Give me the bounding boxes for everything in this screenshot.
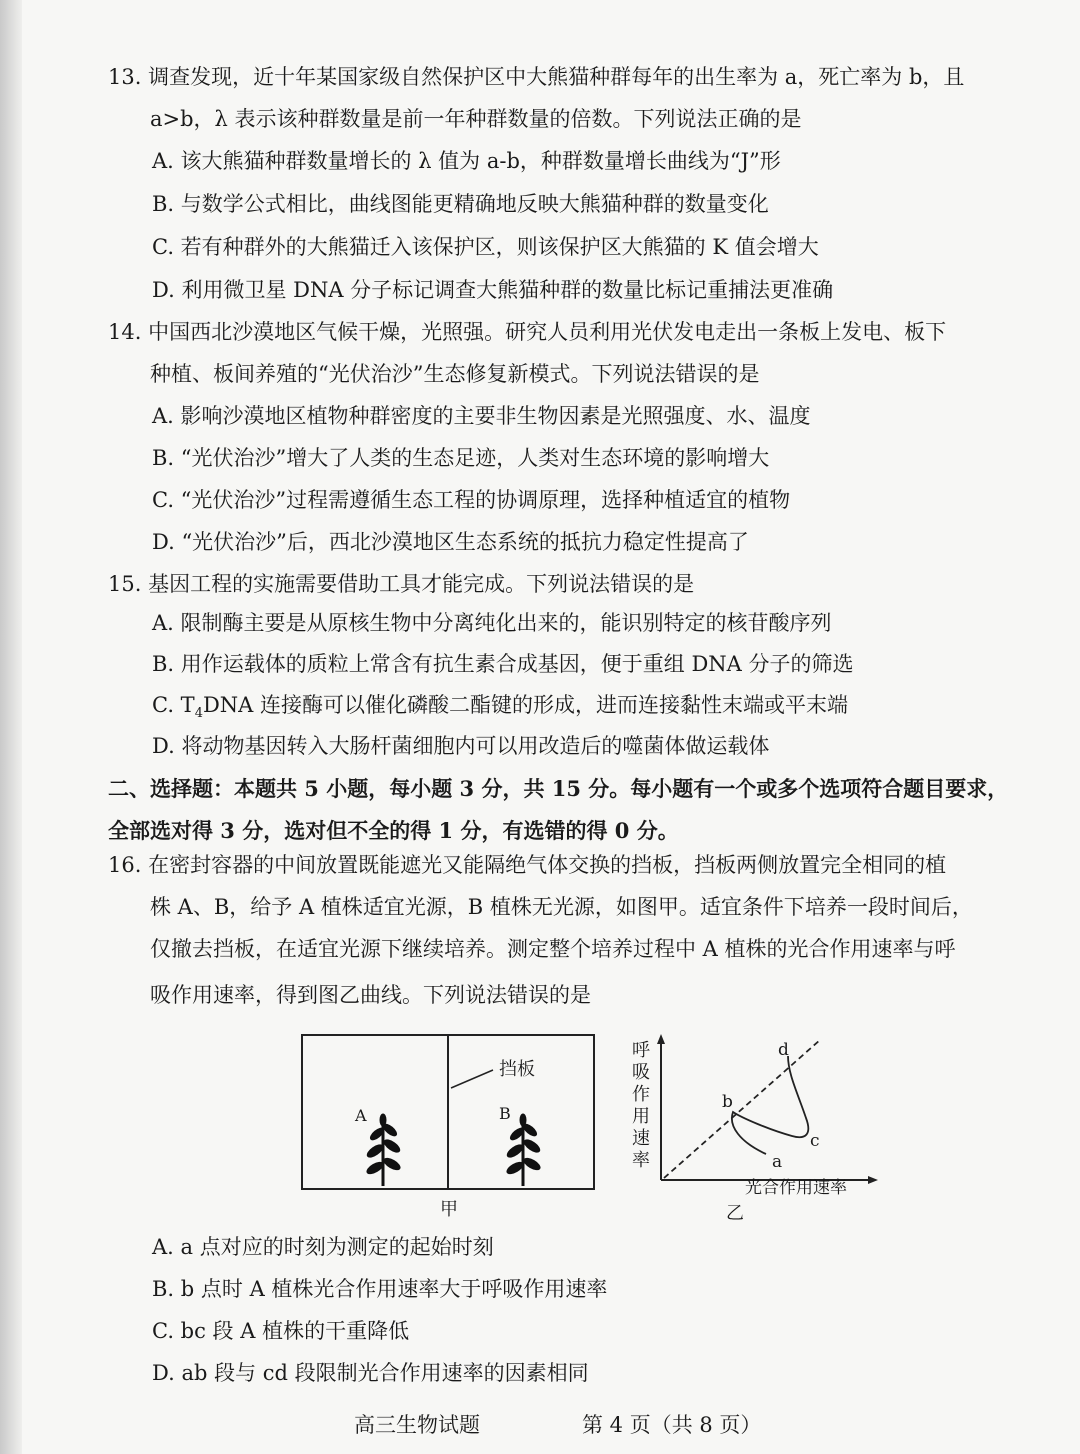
y-axis-arrow	[657, 1034, 665, 1044]
section2-heading-line2: 全部选对得 3 分，选对但不全的得 1 分，有选错的得 0 分。	[108, 818, 679, 843]
q13-stem-line2: a>b，λ 表示该种群数量是前一年种群数量的倍数。下列说法正确的是	[150, 107, 802, 131]
q15-option-c-subscript: 4	[194, 706, 203, 722]
point-c-label: c	[810, 1131, 820, 1151]
q16-option-a: A. a 点对应的时刻为测定的起始时刻	[152, 1235, 494, 1259]
q16-option-b: B. b 点时 A 植株光合作用速率大于呼吸作用速率	[152, 1277, 608, 1301]
baffle-label: 挡板	[499, 1059, 535, 1080]
footer-page-number: 第 4 页（共 8 页）	[582, 1413, 762, 1437]
figure-yi-caption: 乙	[726, 1203, 744, 1224]
ylabel-char: 呼	[632, 1040, 650, 1061]
page-edge-shadow	[0, 0, 22, 1454]
plant-a-icon	[365, 1114, 402, 1186]
figure-yi-xlabel: 光合作用速率	[745, 1178, 847, 1198]
q13-option-c: C. 若有种群外的大熊猫迁入该保护区，则该保护区大熊猫的 K 值会增大	[152, 235, 819, 259]
figure-yi-ylabel	[632, 1040, 654, 1172]
q15-option-c	[152, 690, 848, 729]
plant-b-label: B	[499, 1104, 511, 1123]
q13-option-a: A. 该大熊猫种群数量增长的 λ 值为 a-b，种群数量增长曲线为“J”形	[152, 149, 781, 173]
q15-option-c-text: DNA 连接酶可以催化磷酸二酯键的形成，进而连接黏性末端或平末端	[202, 693, 849, 717]
rate-curve	[732, 1056, 808, 1154]
q14-stem-line1: 14. 中国西北沙漠地区气候干燥，光照强。研究人员利用光伏发电走出一条板上发电、板下	[108, 320, 947, 344]
q14-option-a: A. 影响沙漠地区植物种群密度的主要非生物因素是光照强度、水、温度	[152, 404, 811, 428]
q16-option-d: D. ab 段与 cd 段限制光合作用速率的因素相同	[152, 1361, 589, 1385]
ylabel-char: 速	[632, 1128, 650, 1149]
baffle-pointer-line	[451, 1070, 493, 1088]
ylabel-char: 率	[632, 1150, 650, 1171]
q16-stem-line1: 16. 在密封容器的中间放置既能遮光又能隔绝气体交换的挡板，挡板两侧放置完全相同的植	[108, 853, 947, 877]
point-a-label: a	[772, 1152, 783, 1172]
q14-option-b: B. “光伏治沙”增大了人类的生态足迹，人类对生态环境的影响增大	[152, 446, 770, 470]
q16-stem-line3: 仅撤去挡板，在适宜光源下继续培养。测定整个培养过程中 A 植株的光合作用速率与呼	[150, 937, 956, 961]
q15-option-d: D. 将动物基因转入大肠杆菌细胞内可以用改造后的噬菌体做运载体	[152, 734, 770, 758]
point-b-label: b	[722, 1092, 733, 1112]
plant-a-label: A	[355, 1106, 367, 1125]
ylabel-char: 吸	[632, 1062, 650, 1083]
figure-yi-graph	[620, 1030, 880, 1190]
q14-stem-line2: 种植、板间养殖的“光伏治沙”生态修复新模式。下列说法错误的是	[150, 362, 760, 386]
q13-option-b: B. 与数学公式相比，曲线图能更精确地反映大熊猫种群的数量变化	[152, 192, 769, 216]
q15-option-b: B. 用作运载体的质粒上常含有抗生素合成基因，便于重组 DNA 分子的筛选	[152, 652, 854, 676]
q13-option-d: D. 利用微卫星 DNA 分子标记调查大熊猫种群的数量比标记重捕法更准确	[152, 278, 834, 302]
q16-stem-line4: 吸作用速率，得到图乙曲线。下列说法错误的是	[150, 983, 591, 1007]
ylabel-char: 作	[632, 1084, 650, 1105]
figure-jia-caption: 甲	[440, 1199, 458, 1220]
x-axis-arrow	[868, 1176, 878, 1184]
q16-stem-line2: 株 A、B，给予 A 植株适宜光源，B 植株无光源，如图甲。适宜条件下培养一段时间后，	[150, 895, 973, 919]
footer-subject: 高三生物试题	[354, 1413, 480, 1437]
q15-option-a: A. 限制酶主要是从原核生物中分离纯化出来的，能识别特定的核苷酸序列	[152, 611, 832, 635]
point-d-label: d	[778, 1040, 789, 1060]
q15-option-c-prefix: C. T	[152, 693, 195, 717]
plant-b-icon	[505, 1114, 542, 1186]
q15-stem-line1: 15. 基因工程的实施需要借助工具才能完成。下列说法错误的是	[108, 572, 695, 596]
figure-jia-drawing	[303, 1036, 593, 1188]
ylabel-char: 用	[632, 1106, 650, 1127]
diagonal-dashed-line	[664, 1040, 820, 1178]
q14-option-c: C. “光伏治沙”过程需遵循生态工程的协调原理，选择种植适宜的植物	[152, 488, 791, 512]
q13-stem-line1: 13. 调查发现，近十年某国家级自然保护区中大熊猫种群每年的出生率为 a，死亡率为 b，且	[108, 65, 965, 89]
q16-option-c: C. bc 段 A 植株的干重降低	[152, 1319, 410, 1343]
q14-option-d: D. “光伏治沙”后，西北沙漠地区生态系统的抵抗力稳定性提高了	[152, 530, 749, 554]
figure-jia-container	[301, 1034, 595, 1190]
section2-heading-line1: 二、选择题：本题共 5 小题，每小题 3 分，共 15 分。每小题有一个或多个选项符合题目要求，	[108, 776, 1009, 801]
